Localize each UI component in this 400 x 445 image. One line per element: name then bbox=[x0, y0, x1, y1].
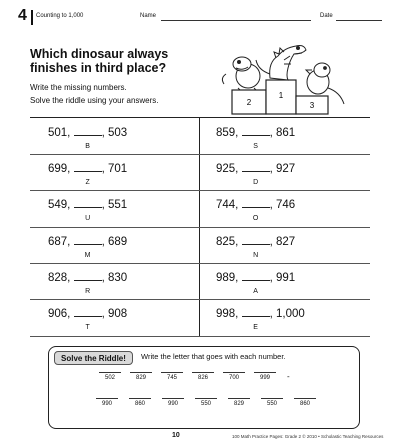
problem-item bbox=[216, 197, 376, 233]
riddle-answer-slot[interactable] bbox=[129, 398, 151, 416]
answer-blank[interactable] bbox=[74, 161, 102, 172]
problem-item bbox=[48, 306, 208, 342]
riddle-answer-slot[interactable] bbox=[96, 398, 118, 416]
problem-letter: O bbox=[252, 215, 259, 222]
problem-expression bbox=[216, 197, 376, 211]
riddle-instruction: Write the letter that goes with each number. bbox=[141, 352, 286, 361]
problem-item bbox=[216, 270, 376, 306]
date-field[interactable] bbox=[336, 20, 382, 21]
problem-first-number: 699, bbox=[48, 163, 71, 175]
riddle-number: 550 bbox=[200, 401, 211, 407]
problem-last-number: , 830 bbox=[101, 272, 128, 284]
riddle-number: 700 bbox=[228, 375, 239, 381]
riddle-answer-slot[interactable] bbox=[228, 398, 250, 416]
riddle-dash: - bbox=[287, 372, 290, 381]
footer-credit: 100 Math Practice Pages: Grade 2 © 2010 • Scholastic Teaching Resources bbox=[232, 434, 384, 439]
answer-blank[interactable] bbox=[242, 270, 270, 281]
problem-first-number: 549, bbox=[48, 199, 71, 211]
problem-item bbox=[48, 125, 208, 161]
problem-expression bbox=[48, 306, 208, 320]
problem-expression bbox=[48, 270, 208, 284]
podium-label-3: 3 bbox=[309, 101, 315, 110]
problem-letter: S bbox=[253, 143, 258, 150]
problem-letter: M bbox=[84, 252, 91, 259]
problem-letter: N bbox=[253, 252, 259, 259]
riddle-number: 860 bbox=[134, 401, 145, 407]
header-divider bbox=[31, 10, 33, 25]
topic-label: Counting to 1,000 bbox=[36, 13, 84, 19]
riddle-number: 990 bbox=[101, 401, 112, 407]
problem-first-number: 828, bbox=[48, 272, 71, 284]
riddle-answer-slot[interactable] bbox=[130, 372, 152, 390]
grid-top-border bbox=[30, 117, 370, 118]
page-title: Which dinosaur always finishes in third place? bbox=[30, 47, 169, 75]
riddle-number: 860 bbox=[299, 401, 310, 407]
problem-expression bbox=[216, 161, 376, 175]
problem-expression bbox=[48, 197, 208, 211]
problem-item bbox=[216, 306, 376, 342]
problem-item bbox=[216, 161, 376, 197]
riddle-answer-line[interactable] bbox=[223, 372, 245, 373]
riddle-number: 550 bbox=[266, 401, 277, 407]
riddle-number: 829 bbox=[233, 401, 244, 407]
dinosaur-center bbox=[256, 46, 306, 81]
instruction-line: Write the missing numbers. bbox=[30, 83, 127, 92]
footer-page-number: 10 bbox=[172, 432, 180, 439]
dinosaur-podium-illustration bbox=[218, 34, 348, 120]
riddle-number: 745 bbox=[166, 375, 177, 381]
podium-label-1: 1 bbox=[278, 91, 284, 100]
name-label: Name bbox=[140, 13, 157, 19]
answer-blank[interactable] bbox=[242, 306, 270, 317]
problem-letter: E bbox=[253, 324, 258, 331]
problem-item bbox=[48, 197, 208, 233]
riddle-answer-slot[interactable] bbox=[161, 372, 183, 390]
page-number: 4 bbox=[18, 7, 27, 24]
riddle-title: Solve the Riddle! bbox=[54, 351, 133, 365]
problem-letter: U bbox=[85, 215, 91, 222]
answer-blank[interactable] bbox=[242, 234, 270, 245]
riddle-answer-line[interactable] bbox=[261, 398, 283, 399]
riddle-number: 999 bbox=[259, 375, 270, 381]
problem-last-number: , 1,000 bbox=[269, 308, 305, 320]
problem-first-number: 998, bbox=[216, 308, 239, 320]
instruction-line: Solve the riddle using your answers. bbox=[30, 96, 159, 105]
problem-expression bbox=[48, 125, 208, 139]
problem-expression bbox=[48, 161, 208, 175]
problem-first-number: 744, bbox=[216, 199, 239, 211]
problem-last-number: , 908 bbox=[101, 308, 128, 320]
problem-last-number: , 746 bbox=[269, 199, 296, 211]
riddle-box bbox=[48, 346, 360, 429]
problem-last-number: , 861 bbox=[269, 127, 296, 139]
dinosaur-left bbox=[222, 57, 260, 90]
problem-last-number: , 689 bbox=[101, 236, 128, 248]
riddle-answer-line[interactable] bbox=[294, 398, 316, 399]
answer-blank[interactable] bbox=[74, 270, 102, 281]
answer-blank[interactable] bbox=[242, 125, 270, 136]
problem-last-number: , 991 bbox=[269, 272, 296, 284]
problem-last-number: , 927 bbox=[269, 163, 296, 175]
problem-last-number: , 827 bbox=[269, 236, 296, 248]
riddle-answer-slot[interactable] bbox=[162, 398, 184, 416]
riddle-answer-line[interactable] bbox=[96, 398, 118, 399]
problem-letter: A bbox=[253, 288, 258, 295]
riddle-answer-slot[interactable] bbox=[223, 372, 245, 390]
riddle-answer-line[interactable] bbox=[254, 372, 276, 373]
problem-item bbox=[216, 234, 376, 270]
answer-blank[interactable] bbox=[74, 234, 102, 245]
problem-letter: Z bbox=[85, 179, 90, 186]
problem-first-number: 859, bbox=[216, 127, 239, 139]
riddle-answer-slot[interactable] bbox=[99, 372, 121, 390]
problem-last-number: , 701 bbox=[101, 163, 128, 175]
problem-item bbox=[48, 161, 208, 197]
riddle-answer-slot[interactable] bbox=[192, 372, 214, 390]
answer-blank[interactable] bbox=[74, 306, 102, 317]
problem-expression bbox=[216, 306, 376, 320]
riddle-answer-line[interactable] bbox=[99, 372, 121, 373]
riddle-answer-slot[interactable] bbox=[254, 372, 276, 390]
problem-letter: R bbox=[85, 288, 91, 295]
riddle-answer-line[interactable] bbox=[162, 398, 184, 399]
problem-first-number: 687, bbox=[48, 236, 71, 248]
problem-letter: T bbox=[85, 324, 90, 331]
riddle-answer-line[interactable] bbox=[130, 372, 152, 373]
riddle-answer-slot[interactable] bbox=[261, 398, 283, 416]
problem-expression bbox=[216, 270, 376, 284]
riddle-number: 990 bbox=[167, 401, 178, 407]
problem-item bbox=[216, 125, 376, 161]
problem-first-number: 825, bbox=[216, 236, 239, 248]
riddle-answer-line[interactable] bbox=[192, 372, 214, 373]
answer-blank[interactable] bbox=[242, 197, 270, 208]
riddle-answer-line[interactable] bbox=[161, 372, 183, 373]
problem-first-number: 501, bbox=[48, 127, 71, 139]
podium-label-2: 2 bbox=[246, 98, 252, 107]
answer-blank[interactable] bbox=[74, 197, 102, 208]
problem-first-number: 906, bbox=[48, 308, 71, 320]
riddle-answer-line[interactable] bbox=[195, 398, 217, 399]
riddle-number: 502 bbox=[104, 375, 115, 381]
problem-expression bbox=[48, 234, 208, 248]
problem-expression bbox=[216, 125, 376, 139]
problem-item bbox=[48, 270, 208, 306]
problem-letter: D bbox=[253, 179, 259, 186]
problem-first-number: 989, bbox=[216, 272, 239, 284]
problem-item bbox=[48, 234, 208, 270]
riddle-answer-slot[interactable] bbox=[294, 398, 316, 416]
date-label: Date bbox=[320, 13, 333, 19]
problem-last-number: , 551 bbox=[101, 199, 128, 211]
riddle-answer-line[interactable] bbox=[228, 398, 250, 399]
problem-letter: B bbox=[85, 143, 90, 150]
answer-blank[interactable] bbox=[74, 125, 102, 136]
riddle-number: 829 bbox=[135, 375, 146, 381]
problem-first-number: 925, bbox=[216, 163, 239, 175]
answer-blank[interactable] bbox=[242, 161, 270, 172]
page-header bbox=[18, 7, 382, 26]
riddle-answer-slot[interactable] bbox=[195, 398, 217, 416]
riddle-answer-line[interactable] bbox=[129, 398, 151, 399]
riddle-number: 826 bbox=[197, 375, 208, 381]
name-field[interactable] bbox=[161, 20, 311, 21]
problem-last-number: , 503 bbox=[101, 127, 128, 139]
problem-expression bbox=[216, 234, 376, 248]
